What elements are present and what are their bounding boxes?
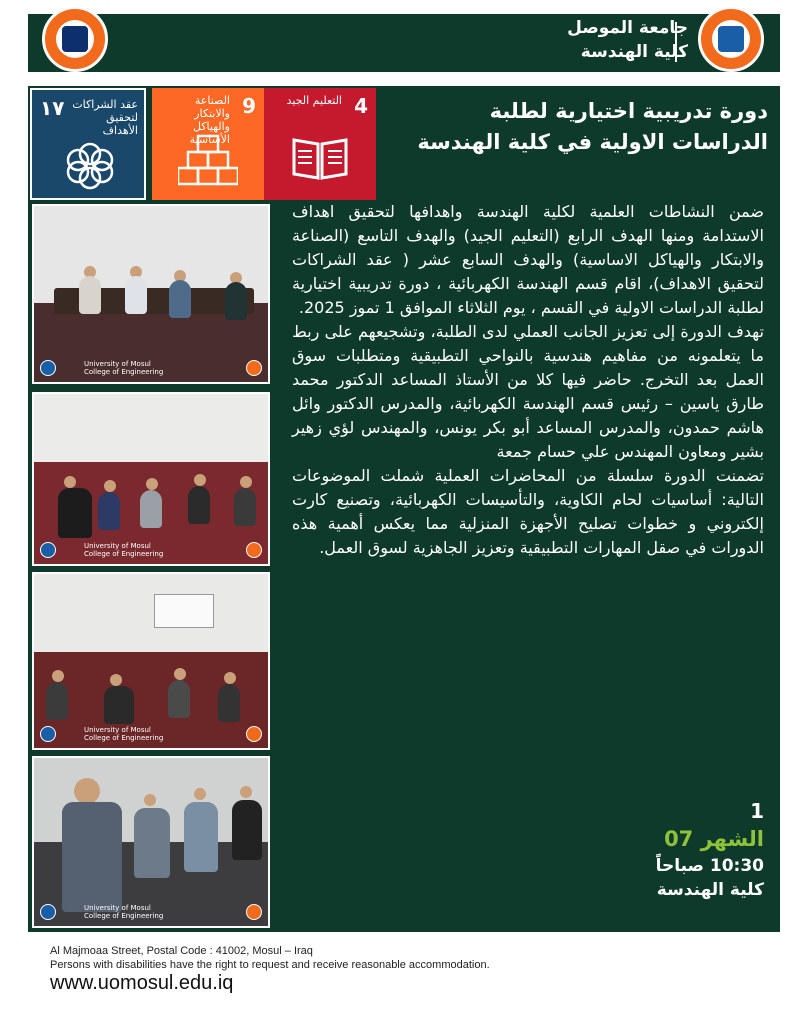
photo-brand: College of Engineering <box>84 550 164 558</box>
accessibility-note: Persons with disabilities have the right to request and receive reasonable accommodation. <box>50 959 490 971</box>
website-link[interactable]: www.uomosul.edu.iq <box>50 972 234 994</box>
event-location: كلية الهندسة <box>656 880 764 900</box>
event-day: 1 <box>750 799 764 823</box>
paragraph: تهدف الدورة إلى تعزيز الجانب العملي لدى الطلبة، وتشجيعهم على ربط ما يتعلمونه من مفاهيم هندسية بالنواحي التطبيقية ومتطلبات سوق العمل بعد التخرج. حاضر فيها كلا من الأستاذ المساعد الدكتور محمد طارق ياسين – رئيس قسم الهندسة الكهربائية، والمدرس الدكتور وائل هاشم حمدون، والمدرس المساعد أبو بكر يونس، والمهندس لؤي زهير بشير ومعاون المهندس علي حسام جمعة <box>292 322 764 461</box>
college-name: كلية الهندسة <box>580 42 688 62</box>
photo-brand: University of Mosul <box>84 904 151 912</box>
sdg-number: 4 <box>354 94 368 118</box>
event-photo <box>32 392 270 566</box>
sdg-number: ١٧ <box>40 96 65 120</box>
photo-brand: College of Engineering <box>84 912 164 920</box>
college-logo <box>42 6 108 72</box>
sdg-17-tile <box>30 88 146 200</box>
photo-brand: College of Engineering <box>84 734 164 742</box>
event-photo <box>32 572 270 750</box>
page-title <box>388 96 768 158</box>
month-value: 07 <box>664 827 694 851</box>
university-name: جامعة الموصل <box>567 18 688 38</box>
sdg-number: 9 <box>242 94 256 118</box>
sdg-label: التعليم الجيد <box>286 94 342 107</box>
sdg-9-tile <box>152 88 264 200</box>
header-title <box>567 16 688 64</box>
sdg-label: عقد الشراكات لتحقيق الأهداف <box>72 98 138 137</box>
footer-address <box>50 944 490 972</box>
flower-icon <box>60 140 120 196</box>
event-month <box>656 824 764 854</box>
address-line: Al Majmoaa Street, Postal Code : 41002, Mosul – Iraq <box>50 945 313 957</box>
photo-brand: University of Mosul <box>84 726 151 734</box>
month-label: الشهر <box>700 827 764 851</box>
event-photo <box>32 756 270 928</box>
article-body <box>292 200 764 560</box>
sdg-label: الصناعة والابتكار والهياكل الأساسية <box>189 94 230 146</box>
photo-brand: University of Mosul <box>84 542 151 550</box>
book-icon <box>290 132 350 184</box>
cubes-icon <box>178 132 238 188</box>
photo-brand: College of Engineering <box>84 368 164 376</box>
paragraph: ضمن النشاطات العلمية لكلية الهندسة واهدافها لتحقيق اهداف الاستدامة ومنها الهدف الرابع (التعليم الجيد) والهدف التاسع (الصناعة والابتكار والهياكل الاساسية) والهدف السابع عشر ( عقد الشراكات لتحقيق الاهداف)، اقام قسم الهندسة الكهربائية ، دورة تدريبية اختيارية لطلبة الدراسات الاولية في القسم ، يوم الثلاثاء الموافق 1 تموز 2025. <box>292 202 764 317</box>
university-logo <box>698 6 764 72</box>
photo-brand: University of Mosul <box>84 360 151 368</box>
event-time: 10:30 صباحاً <box>655 856 764 876</box>
event-photo <box>32 204 270 384</box>
sdg-4-tile <box>264 88 376 200</box>
title-line-1: دورة تدريبية اختيارية لطلبة <box>489 99 768 123</box>
paragraph: تضمنت الدورة سلسلة من المحاضرات العملية شملت الموضوعات التالية: أساسيات لحام الكاوية، والتأسيسات الكهربائية، وتصنيع كارت إلكتروني و خطوات تصليح الأجهزة المنزلية مما يعكس أهمية هذه الدورات في صقل المهارات التطبيقية وتعزيز الجاهزية لسوق العمل. <box>292 466 764 557</box>
event-details <box>656 798 764 902</box>
title-line-2: الدراسات الاولية في كلية الهندسة <box>417 130 768 154</box>
